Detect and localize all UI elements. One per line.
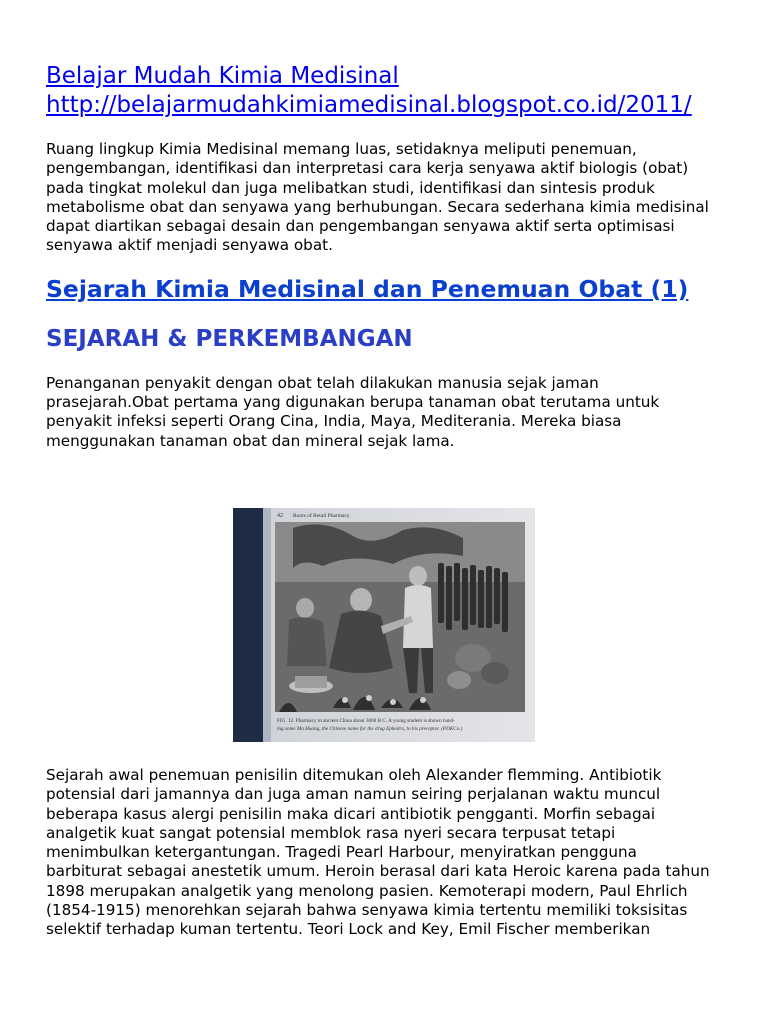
- history-line: prasejarah.Obat pertama yang digunakan berupa tanaman obat terutama untuk: [46, 393, 660, 412]
- figure-running-head: Roots of Retail Pharmacy: [293, 513, 350, 519]
- penicillin-line: analgetik kuat sangat potensial memblok rasa nyeri secara terpusat tetapi: [46, 823, 616, 842]
- intro-line: pada tingkat molekul dan juga melibatkan studi, identifikasi dan sintesis produk: [46, 178, 655, 197]
- intro-line: pengembangan, identifikasi dan interpretasi cara kerja senyawa aktif biologis (obat): [46, 159, 689, 178]
- document-page: [46, 62, 736, 451]
- penicillin-line: potensial dari jamannya dan juga aman namun seiring perjalanan waktu muncul: [46, 785, 661, 804]
- history-line: Penanganan penyakit dengan obat telah dilakukan manusia sejak jaman: [46, 373, 599, 392]
- intro-paragraph: [46, 140, 736, 256]
- penicillin-line: Sejarah awal penemuan penisilin ditemukan oleh Alexander flemming. Antibiotik: [46, 766, 662, 784]
- history-line: menggunakan tanaman obat dan mineral sejak lama.: [46, 431, 455, 450]
- penicillin-line: 1898 merupakan analgetik yang menolong pasien. Kemoterapi modern, Paul Ehrlich: [46, 881, 688, 900]
- blog-title-link[interactable]: Belajar Mudah Kimia Medisinal: [46, 63, 399, 89]
- illustration-drawing: [233, 508, 535, 742]
- figure-caption-line: ing some Ma Huang, the Chinese name for the drug Ephedra, to his preceptor. (PDKCo.): [277, 726, 463, 732]
- penicillin-line: beberapa kasus alergi penisilin maka dicari antibiotik pengganti. Morfin sebagai: [46, 804, 656, 823]
- figure-caption-line: FIG. 12. Pharmacy in ancient China about 3000 B.C. A young student is shown hand-: [277, 718, 455, 724]
- intro-line: Ruang lingkup Kimia Medisinal memang luas, setidaknya meliputi penemuan,: [46, 140, 637, 158]
- article-title-link[interactable]: Sejarah Kimia Medisinal dan Penemuan Obat (1): [46, 274, 689, 303]
- penicillin-line: menimbulkan ketergantungan. Tragedi Pearl Harbour, menyiratkan pengguna: [46, 843, 637, 862]
- figure-page-number: 42: [277, 513, 283, 519]
- ancient-pharmacy-illustration: [233, 508, 535, 742]
- intro-line: senyawa aktif menjadi senyawa obat.: [46, 236, 333, 255]
- penicillin-line: (1854-1915) menorehkan sejarah bahwa senyawa kimia tertentu memiliki toksisitas: [46, 901, 688, 920]
- intro-line: metabolisme obat dan senyawa yang berhubungan. Secara sederhana kimia medisinal: [46, 197, 709, 216]
- blog-url-link[interactable]: http://belajarmudahkimiamedisinal.blogspot.co.id/2011/: [46, 92, 692, 118]
- section-heading: SEJARAH & PERKEMBANGAN: [46, 325, 413, 352]
- intro-line: dapat diartikan sebagai desain dan pengembangan senyawa aktif serta optimisasi: [46, 217, 675, 236]
- history-line: penyakit infeksi seperti Orang Cina, India, Maya, Mediterania. Mereka biasa: [46, 412, 622, 431]
- history-paragraph: [46, 374, 736, 451]
- penicillin-line: selektif terhadap kuman tertentu. Teori Lock and Key, Emil Fischer memberikan: [46, 920, 651, 939]
- penicillin-paragraph: [46, 766, 710, 940]
- penicillin-line: barbiturat sebagai anestetik umum. Heroin berasal dari kata Heroic karena pada tahun: [46, 862, 710, 881]
